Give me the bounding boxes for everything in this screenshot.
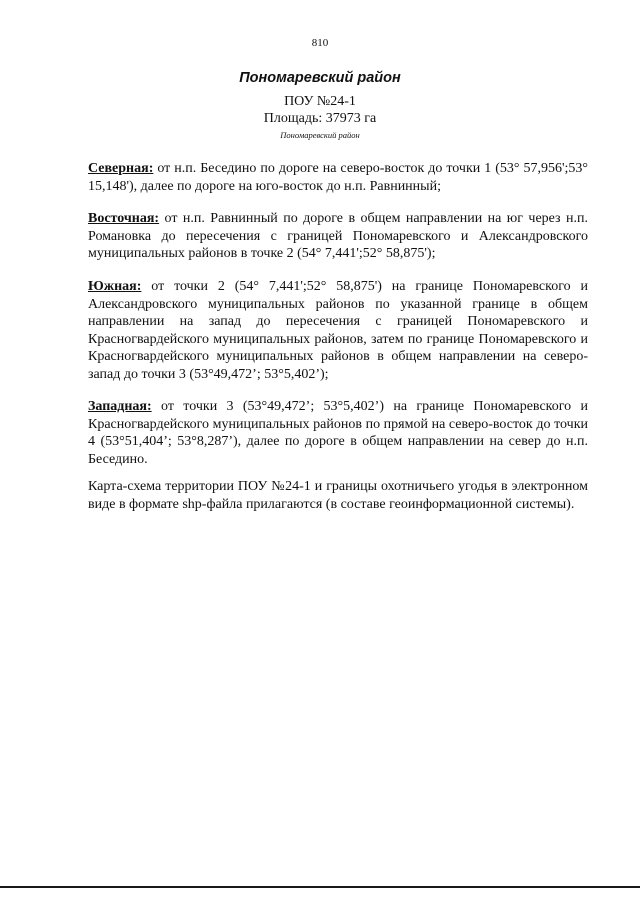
- north-boundary-paragraph: [88, 160, 588, 195]
- page-number: 810: [311, 37, 329, 49]
- north-boundary-text: от н.п. Беседино по дороге на северо-восток до точки 1 (53° 57,956';53° 15,148'), далее по дороге на юго-восток до н.п. Равнинный;: [88, 161, 588, 194]
- west-boundary-label: Западная:: [88, 399, 152, 414]
- bottom-rule: [0, 886, 640, 888]
- pou-area: Площадь: 37973 га: [263, 111, 377, 126]
- west-boundary-paragraph: [88, 398, 588, 468]
- south-boundary-label: Южная:: [88, 279, 142, 294]
- north-boundary-label: Северная:: [88, 161, 154, 176]
- pou-district-caption: Пономаревский район: [280, 130, 360, 140]
- east-boundary-paragraph: [88, 210, 588, 263]
- south-boundary-text: от точки 2 (54° 7,441';52° 58,875') на границе Пономаревского и Александровского муниципальных районов по указанной границе в общем направлении на запад до пересечения с границей Пономаревского и Красногвардейского муниципальных районов, затем по границе Пономаревского и Красногвардейского муниципальных районов в общем направлении на северо-запад до точки 3 (53°49,472’; 53°5,402’);: [88, 279, 588, 382]
- east-boundary-label: Восточная:: [88, 211, 160, 226]
- south-boundary-paragraph: [88, 278, 588, 383]
- district-title: Пономаревский район: [239, 70, 401, 86]
- west-boundary-text: от точки 3 (53°49,472’; 53°5,402’) на границе Пономаревского и Красногвардейского муниципальных районов по прямой на северо-восток до точки 4 (53°51,404’; 53°8,287’), далее по дороге в общем направлении на север до н.п. Беседино.: [88, 399, 588, 467]
- east-boundary-text: от н.п. Равнинный по дороге в общем направлении на юг через н.п. Романовка до пересечения с границей Пономаревского и Александровского муниципальных районов в точке 2 (54° 7,441';52° 58,875');: [88, 211, 588, 261]
- pou-number: ПОУ №24-1: [284, 94, 356, 109]
- map-scheme-note: Карта-схема территории ПОУ №24-1 и границы охотничьего угодья в электронном виде в формате shp-файла прилагаются (в составе геоинформационной системы).: [88, 479, 588, 512]
